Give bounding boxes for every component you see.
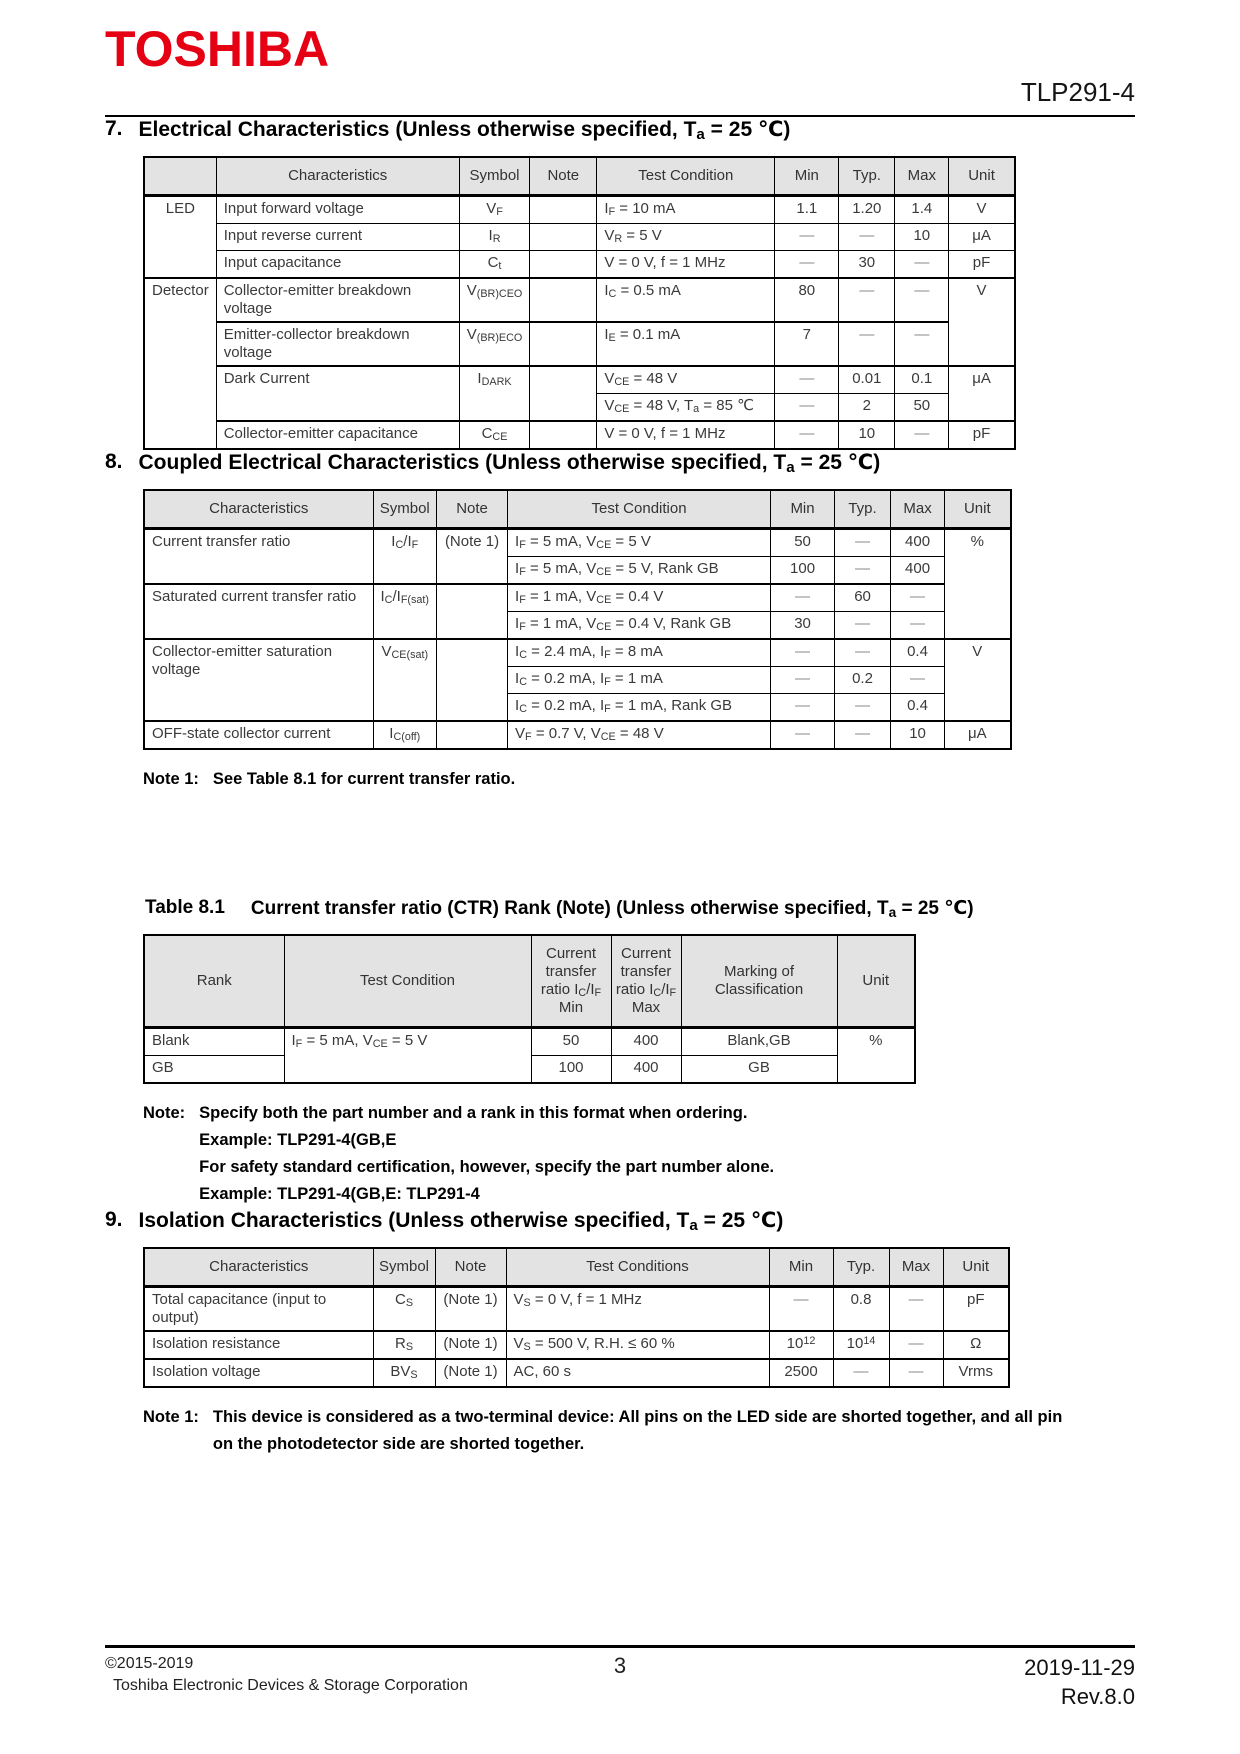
- table-cell: $I_F = 5$ mA, $V_{CE} = 5$ V: [284, 1027, 531, 1083]
- table-cell: $V_{CE} = 48$ V: [597, 366, 775, 394]
- table-cell: 100: [531, 1055, 611, 1083]
- table-cell: 400: [611, 1055, 681, 1083]
- table-cell: $C_{CE}$: [459, 421, 530, 449]
- header-cell: Min: [769, 1248, 833, 1287]
- table-cell: 80: [775, 278, 839, 322]
- table-cell: 7: [775, 322, 839, 366]
- table-cell: $V_{CE} = 48$ V, $T_a = 85$ ℃: [597, 393, 775, 421]
- table-row: [144, 639, 1011, 667]
- table-cell: $I_E = 0.1$ mA: [597, 322, 775, 366]
- table-cell: V: [949, 195, 1015, 223]
- table-cell: —: [891, 666, 945, 693]
- header-cell: Max: [891, 490, 945, 529]
- table-cell: %: [945, 528, 1011, 639]
- table-cell: 2500: [769, 1359, 833, 1387]
- table-cell: $I_C = 2.4$ mA, $I_F = 8$ mA: [508, 639, 771, 667]
- table-cell: —: [771, 639, 835, 667]
- header-cell: Symbol: [373, 490, 437, 529]
- table-cell: —: [771, 721, 835, 749]
- table-cell: 10: [895, 223, 949, 250]
- section-number: 9.: [105, 1207, 123, 1231]
- table-cell: $V_R = 5$ V: [597, 223, 775, 250]
- table-row: [144, 366, 1015, 394]
- header-cell: Test Condition: [508, 490, 771, 529]
- table-cell: 0.8: [833, 1286, 889, 1331]
- table-row: [144, 278, 1015, 322]
- table-cell: 2: [839, 393, 895, 421]
- table-cell: —: [771, 584, 835, 612]
- header-cell: Note: [435, 1248, 506, 1287]
- table-cell: $V_S = 500$ V, R.H. ≤ 60 %: [506, 1331, 769, 1359]
- table-cell: $I_F = 5$ mA, $V_{CE} = 5$ V, Rank GB: [508, 556, 771, 584]
- table-cell: pF: [949, 250, 1015, 278]
- table-cell: Collector-emitter breakdown voltage: [216, 278, 459, 322]
- table-cell: Current transfer ratio: [144, 528, 373, 584]
- table-cell: $V_{(BR)ECO}$: [459, 322, 530, 366]
- note-line: Specify both the part number and a rank in this format when ordering.: [199, 1103, 748, 1122]
- table-cell: 0.2: [835, 666, 891, 693]
- table-row: [144, 528, 1011, 556]
- table-cell: 30: [771, 611, 835, 639]
- table-row: [144, 421, 1015, 449]
- table-cell: Saturated current transfer ratio: [144, 584, 373, 639]
- header-cell: Rank: [144, 935, 284, 1028]
- table-row: [144, 250, 1015, 278]
- header-cell: Test Condition: [284, 935, 531, 1028]
- header-cell: Note: [437, 490, 508, 529]
- table-cell: $V_{CE(sat)}$: [373, 639, 437, 721]
- section-title: Coupled Electrical Characteristics (Unless otherwise specified, $T_a = 25$ ℃): [138, 450, 881, 476]
- table-cell: 60: [835, 584, 891, 612]
- note-text: [213, 1404, 1135, 1458]
- table-cell: —: [835, 611, 891, 639]
- table-cell: [437, 721, 508, 749]
- table-cell: $I_C = 0.2$ mA, $I_F = 1$ mA: [508, 666, 771, 693]
- header-cell: Max: [889, 1248, 943, 1287]
- header-cell: Current transfer ratio $I_C/I_F$ Max: [611, 935, 681, 1028]
- table-cell: V: [945, 639, 1011, 721]
- note-line: on the photodetector side are shorted together.: [212, 1434, 585, 1453]
- table-cell: GB: [144, 1055, 284, 1083]
- table-cell: 400: [891, 556, 945, 584]
- section-number: 7.: [105, 116, 123, 140]
- table-cell: —: [775, 366, 839, 394]
- header-cell: Symbol: [459, 157, 530, 196]
- table-cell: Total capacitance (input to output): [144, 1286, 373, 1331]
- table-cell: —: [833, 1359, 889, 1387]
- header-cell: Note: [530, 157, 597, 196]
- table-cell: Detector: [144, 278, 216, 449]
- note-ordering: [143, 1100, 1135, 1208]
- table-cell: 0.1: [895, 366, 949, 394]
- table-cell: $R_S$: [373, 1331, 435, 1359]
- table-cell: 1.20: [839, 195, 895, 223]
- header-cell: Unit: [949, 157, 1015, 196]
- revision-number: Rev.8.0: [1060, 1684, 1135, 1709]
- table-cell: [530, 421, 597, 449]
- table-row: [144, 195, 1015, 223]
- table-cell: 50: [531, 1027, 611, 1055]
- table-cell: [437, 584, 508, 639]
- table-cell: $10^{14}$: [833, 1331, 889, 1359]
- note-line: This device is considered as a two-terminal device: All pins on the LED side are shorted together, and all pin: [212, 1407, 1063, 1426]
- table-cell: —: [895, 322, 949, 366]
- table-cell: —: [771, 693, 835, 721]
- table-cell: V = 0 V, f = 1 MHz: [597, 421, 775, 449]
- table-cell: Ω: [943, 1331, 1009, 1359]
- table-row: [144, 1027, 915, 1055]
- table-cell: —: [835, 721, 891, 749]
- header-cell: Characteristics: [216, 157, 459, 196]
- section-8-heading: [105, 450, 1135, 475]
- ctr-rank-table: [143, 934, 916, 1084]
- note-label: Note 1:: [143, 769, 199, 788]
- table-cell: Collector-emitter saturation voltage: [144, 639, 373, 721]
- header-cell: Max: [895, 157, 949, 196]
- section-7-heading: [105, 117, 1135, 142]
- copyright-years: ©2015-2019: [105, 1655, 194, 1672]
- electrical-characteristics-table: [143, 156, 1016, 450]
- table-cell: —: [835, 639, 891, 667]
- table-cell: [530, 366, 597, 421]
- table-row: [144, 721, 1011, 749]
- table-cell: Input reverse current: [216, 223, 459, 250]
- table-cell: OFF-state collector current: [144, 721, 373, 749]
- table-row: [144, 223, 1015, 250]
- table-8-1-caption: [145, 897, 1135, 920]
- page-number: 3: [613, 1653, 627, 1678]
- revision-date: 2019-11-29: [1024, 1655, 1135, 1680]
- table-cell: (Note 1): [435, 1359, 506, 1387]
- footer-divider: [105, 1645, 1135, 1648]
- table-cell: —: [889, 1331, 943, 1359]
- table-cell: $I_{C(off)}$: [373, 721, 437, 749]
- page-footer: [105, 1645, 1135, 1711]
- note-line: See Table 8.1 for current transfer ratio.: [212, 769, 516, 788]
- table-cell: —: [775, 223, 839, 250]
- header-cell: [144, 157, 216, 196]
- table-cell: Dark Current: [216, 366, 459, 421]
- table-cell: —: [891, 584, 945, 612]
- table-cell: LED: [144, 195, 216, 278]
- caption-title: Current transfer ratio (CTR) Rank (Note) (Unless otherwise specified, $T_a = 25$ ℃): [250, 897, 974, 920]
- table-cell: Isolation voltage: [144, 1359, 373, 1387]
- table-cell: V: [949, 278, 1015, 366]
- table-cell: —: [775, 393, 839, 421]
- section-9-heading: [105, 1208, 1135, 1233]
- header-cell: Typ.: [835, 490, 891, 529]
- table-cell: AC, 60 s: [506, 1359, 769, 1387]
- note-line: Example: TLP291-4(GB,E: TLP291-4: [199, 1184, 480, 1203]
- table-cell: μA: [949, 223, 1015, 250]
- table-cell: —: [775, 250, 839, 278]
- note-line: Example: TLP291-4(GB,E: [199, 1130, 397, 1149]
- table-cell: Input capacitance: [216, 250, 459, 278]
- note-label: Note:: [143, 1103, 186, 1122]
- section-number: 8.: [105, 449, 123, 473]
- table-cell: —: [839, 278, 895, 322]
- table-cell: 10: [891, 721, 945, 749]
- company-name: Toshiba Electronic Devices & Storage Corporation: [113, 1677, 468, 1694]
- table-row: [144, 1331, 1009, 1359]
- table-cell: (Note 1): [435, 1331, 506, 1359]
- table-cell: 0.4: [891, 639, 945, 667]
- caption-label: Table 8.1: [145, 896, 225, 918]
- table-cell: $I_F = 1$ mA, $V_{CE} = 0.4$ V, Rank GB: [508, 611, 771, 639]
- section-title: Isolation Characteristics (Unless otherwise specified, $T_a = 25$ ℃): [138, 1208, 784, 1234]
- table-cell: 10: [839, 421, 895, 449]
- table-cell: $I_C = 0.5$ mA: [597, 278, 775, 322]
- table-cell: [530, 322, 597, 366]
- table-cell: $C_S$: [373, 1286, 435, 1331]
- table-row: [144, 322, 1015, 366]
- table-cell: —: [895, 250, 949, 278]
- header-cell: Characteristics: [144, 490, 373, 529]
- table-cell: %: [837, 1027, 915, 1083]
- table-cell: (Note 1): [435, 1286, 506, 1331]
- table-cell: —: [839, 322, 895, 366]
- table-cell: $BV_S$: [373, 1359, 435, 1387]
- table-cell: 50: [895, 393, 949, 421]
- table-cell: —: [891, 611, 945, 639]
- note-text: [213, 766, 1135, 793]
- table-cell: Isolation resistance: [144, 1331, 373, 1359]
- table-cell: 30: [839, 250, 895, 278]
- header-cell: Current transfer ratio $I_C/I_F$ Min: [531, 935, 611, 1028]
- table-cell: —: [895, 421, 949, 449]
- table-cell: 1.1: [775, 195, 839, 223]
- table-cell: GB: [681, 1055, 837, 1083]
- footer-row: [105, 1653, 1135, 1711]
- table-cell: $V_S = 0$ V, f = 1 MHz: [506, 1286, 769, 1331]
- toshiba-logo: TOSHIBA: [105, 21, 330, 77]
- table-cell: Blank: [144, 1027, 284, 1055]
- table-cell: 1.4: [895, 195, 949, 223]
- header-cell: Unit: [945, 490, 1011, 529]
- header-cell: Test Conditions: [506, 1248, 769, 1287]
- header-cell: Min: [771, 490, 835, 529]
- table-cell: —: [889, 1359, 943, 1387]
- table-cell: 100: [771, 556, 835, 584]
- table-cell: —: [835, 556, 891, 584]
- header-cell: Typ.: [833, 1248, 889, 1287]
- table-cell: [530, 278, 597, 322]
- table-cell: 400: [611, 1027, 681, 1055]
- table-cell: —: [835, 693, 891, 721]
- table-cell: Emitter-collector breakdown voltage: [216, 322, 459, 366]
- header-cell: Marking of Classification: [681, 935, 837, 1028]
- part-number: TLP291-4: [1020, 77, 1135, 107]
- table-cell: μA: [945, 721, 1011, 749]
- table-cell: —: [839, 223, 895, 250]
- header-cell: Unit: [837, 935, 915, 1028]
- note-line: For safety standard certification, however, specify the part number alone.: [199, 1157, 775, 1176]
- table-cell: 0.4: [891, 693, 945, 721]
- table-cell: (Note 1): [437, 528, 508, 584]
- header-cell: Min: [775, 157, 839, 196]
- table-cell: 0.01: [839, 366, 895, 394]
- isolation-characteristics-table: [143, 1247, 1010, 1388]
- table-cell: $10^{12}$: [769, 1331, 833, 1359]
- table-cell: 400: [891, 528, 945, 556]
- table-cell: —: [835, 528, 891, 556]
- coupled-electrical-characteristics-table: [143, 489, 1012, 750]
- table-cell: —: [889, 1286, 943, 1331]
- header-cell: Characteristics: [144, 1248, 373, 1287]
- section-title: Electrical Characteristics (Unless otherwise specified, $T_a = 25$ ℃): [138, 117, 791, 143]
- table-cell: $V_F = 0.7$ V, $V_{CE} = 48$ V: [508, 721, 771, 749]
- table-cell: μA: [949, 366, 1015, 421]
- table-cell: $I_{DARK}$: [459, 366, 530, 421]
- table-cell: pF: [949, 421, 1015, 449]
- table-cell: 50: [771, 528, 835, 556]
- table-cell: $I_C/I_{F(sat)}$: [373, 584, 437, 639]
- table-cell: Vrms: [943, 1359, 1009, 1387]
- table-row: [144, 1359, 1009, 1387]
- table-row: [144, 1286, 1009, 1331]
- note-isolation: [143, 1404, 1135, 1458]
- table-cell: $I_F = 10$ mA: [597, 195, 775, 223]
- table-row: [144, 584, 1011, 612]
- table-cell: Input forward voltage: [216, 195, 459, 223]
- note-table8: [143, 766, 1135, 793]
- table-cell: $I_R$: [459, 223, 530, 250]
- note-text: [199, 1100, 1135, 1208]
- table-cell: $V_F$: [459, 195, 530, 223]
- table-cell: $V_{(BR)CEO}$: [459, 278, 530, 322]
- table-cell: —: [769, 1286, 833, 1331]
- table-cell: —: [895, 278, 949, 322]
- table-cell: —: [771, 666, 835, 693]
- table-cell: $C_t$: [459, 250, 530, 278]
- header-cell: Symbol: [373, 1248, 435, 1287]
- table-cell: [437, 639, 508, 721]
- table-cell: $I_C/I_F$: [373, 528, 437, 584]
- table-cell: V = 0 V, f = 1 MHz: [597, 250, 775, 278]
- table-cell: [530, 223, 597, 250]
- header-cell: Test Condition: [597, 157, 775, 196]
- table-cell: $I_F = 1$ mA, $V_{CE} = 0.4$ V: [508, 584, 771, 612]
- table-cell: $I_C = 0.2$ mA, $I_F = 1$ mA, Rank GB: [508, 693, 771, 721]
- table-cell: Blank,GB: [681, 1027, 837, 1055]
- table-cell: Collector-emitter capacitance: [216, 421, 459, 449]
- header-cell: Typ.: [839, 157, 895, 196]
- table-cell: $I_F = 5$ mA, $V_{CE} = 5$ V: [508, 528, 771, 556]
- table-cell: [530, 250, 597, 278]
- table-cell: pF: [943, 1286, 1009, 1331]
- note-label: Note 1:: [143, 1407, 199, 1426]
- table-cell: [530, 195, 597, 223]
- header-cell: Unit: [943, 1248, 1009, 1287]
- table-cell: —: [775, 421, 839, 449]
